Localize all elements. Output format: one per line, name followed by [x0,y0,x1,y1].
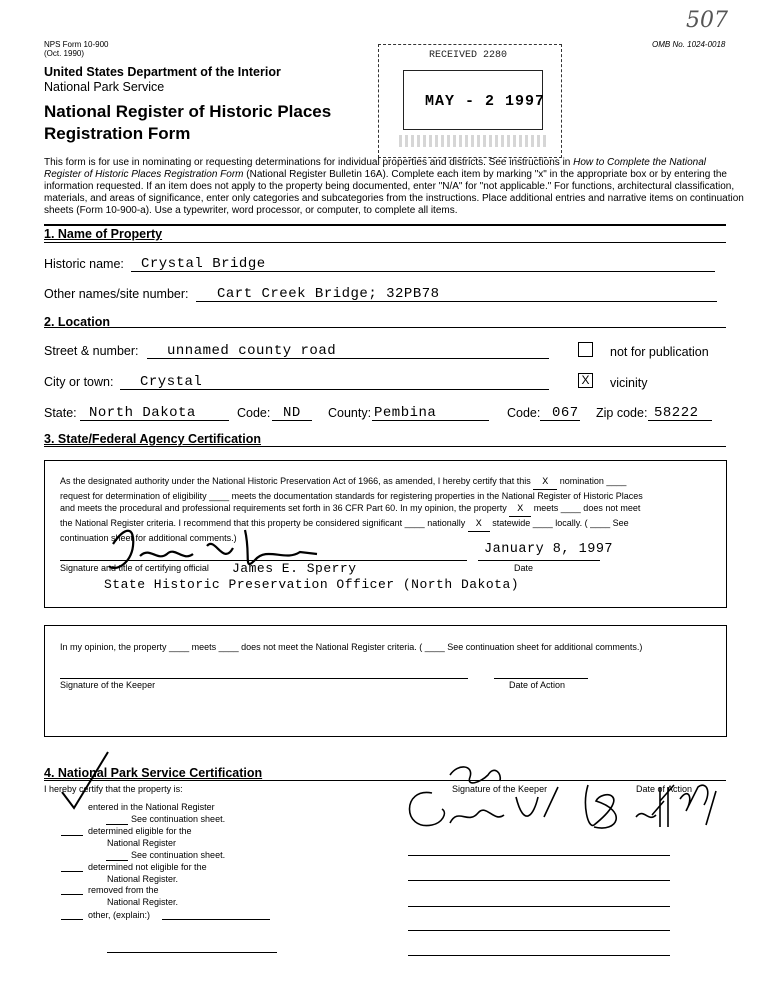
section-rule [44,224,726,226]
other-names-value[interactable]: Cart Creek Bridge; 32PB78 [217,286,440,302]
county-code-label: Code: [507,406,541,420]
blank-line [162,919,270,920]
blank-line [61,835,83,836]
section-1-heading: 1. Name of Property [44,227,163,241]
blank-line [61,894,83,895]
county-value[interactable]: Pembina [374,405,437,421]
state-label: State: [44,406,77,420]
signature-line [408,906,670,907]
nps-keeper-signature-label: Signature of the Keeper [452,784,548,794]
date-line [478,560,600,561]
other-label: other, (explain:) [88,910,151,920]
stamp-faded-text [399,135,549,147]
county-code-value[interactable]: 067 [552,405,579,421]
state-value[interactable]: North Dakota [89,405,196,421]
blank-line [106,860,128,861]
blank-line [61,919,83,920]
state-code-label: Code: [237,406,271,420]
zip-value[interactable]: 58222 [654,405,699,421]
vicinity-checkbox[interactable]: X [578,373,593,388]
official-title: State Historic Preservation Officer (North Dakota) [104,577,520,592]
field-underline [372,420,489,421]
determined-eligible-label-2: National Register [107,838,177,848]
certifying-signature-label: Signature and title of certifying official [60,563,209,573]
section-3-heading: 3. State/Federal Agency Certification [44,432,261,446]
form-title-line2: Registration Form [44,124,191,143]
keeper-date-label: Date of Action [509,680,566,690]
field-underline [80,420,229,421]
received-stamp [378,44,562,158]
removed-label-2: National Register. [107,897,179,907]
not-for-publication-checkbox[interactable] [578,342,593,357]
signature-line [408,880,670,881]
certification-text: As the designated authority under the National Historic Preservation Act of 1966, as amended, I hereby certify that this X nomination ____ request for determination of eligibility ____ meets the documentation standards for registering properties in the National Register of Historic Places and meets the procedural and professional requirements set forth in 36 CFR Part 60. In my opinion, the property X meets ____ does not meet the National Register criteria. I recommend that this property be considered significant ____ nationally X statewide ____ locally. ( ____ See continuation sheet for additional comments.) [60,476,643,543]
city-label: City or town: [44,375,114,389]
not-for-publication-label: not for publication [610,345,709,359]
determined-eligible-label: determined eligible for the [88,826,192,836]
signature-line [408,955,670,956]
field-underline [120,389,549,390]
field-underline [196,301,717,302]
signature-line [60,678,468,679]
section-rule [44,446,726,447]
blank-line [61,871,83,872]
blank-line [106,824,128,825]
keeper-signature-label: Signature of the Keeper [60,680,156,690]
see-continuation-2: See continuation sheet. [131,850,226,860]
section-rule [44,327,726,328]
determined-not-eligible-label-2: National Register. [107,874,179,884]
instructions-text: This form is for use in nominating or requesting determinations for individual properties and districts. See instructions in How to Complete the National Register of Historic Places Registration Form (National Register Bulletin 16A). Complete each item by marking "x" in the appropriate box or by entering the information requested. If an item does not apply to the property being documented, enter "N/A" for "not applicable." For functions, architectural classification, materials, and areas of significance, enter only categories and subcategories from the instructions. Place additional entries and narrative items on continuation sheets (Form 10-900-a). Use a typewriter, word processor, or computer, to complete all items. [44,157,744,216]
department-name: United States Department of the Interior [44,65,281,79]
field-underline [147,358,549,359]
state-code-value[interactable]: ND [283,405,301,421]
field-underline [648,420,712,421]
street-label: Street & number: [44,344,139,358]
date-line [494,678,588,679]
field-underline [131,271,715,272]
blank-line [107,952,277,953]
certify-statement: I hereby certify that the property is: [44,784,183,794]
entered-option-label: entered in the National Register [88,802,215,812]
section-2-heading: 2. Location [44,315,110,329]
service-name: National Park Service [44,80,165,94]
certification-date-label: Date [514,563,534,573]
handwritten-page-number: 507 [686,8,728,33]
signature-line [408,930,670,931]
stamp-date: MAY - 2 1997 [425,93,546,110]
keeper-opinion-text: In my opinion, the property ____ meets ____ does not meet the National Register criteria. ( ____ See continuation sheet for additional comments.) [60,642,643,652]
other-names-label: Other names/site number: [44,287,189,301]
vicinity-label: vicinity [610,376,648,390]
certifying-official-name: James E. Sperry [232,561,357,576]
historic-name-label: Historic name: [44,257,124,271]
field-underline [540,420,580,421]
zip-label: Zip code: [596,406,648,420]
county-label: County: [328,406,372,420]
certification-date-value[interactable]: January 8, 1997 [484,542,614,557]
historic-name-value[interactable]: Crystal Bridge [141,256,266,272]
nps-date-of-action-label: Date of Action [636,784,693,794]
form-title-line1: National Register of Historic Places [44,102,332,121]
removed-label: removed from the [88,885,159,895]
entered-checkmark [56,748,116,810]
form-date: (Oct. 1990) [44,49,85,58]
section-4-heading: 4. National Park Service Certification [44,766,263,780]
nps-keeper-signature-scribble [398,757,728,837]
determined-not-eligible-label: determined not eligible for the [88,862,207,872]
signature-line [408,855,670,856]
stamp-received-text: RECEIVED 2280 [429,50,508,61]
field-underline [272,420,312,421]
form-number: NPS Form 10-900 [44,40,109,49]
omb-number: OMB No. 1024-0018 [652,40,726,49]
city-value[interactable]: Crystal [140,374,203,390]
see-continuation-1: See continuation sheet. [131,814,226,824]
section-rule [44,242,726,243]
street-value[interactable]: unnamed county road [167,343,337,359]
